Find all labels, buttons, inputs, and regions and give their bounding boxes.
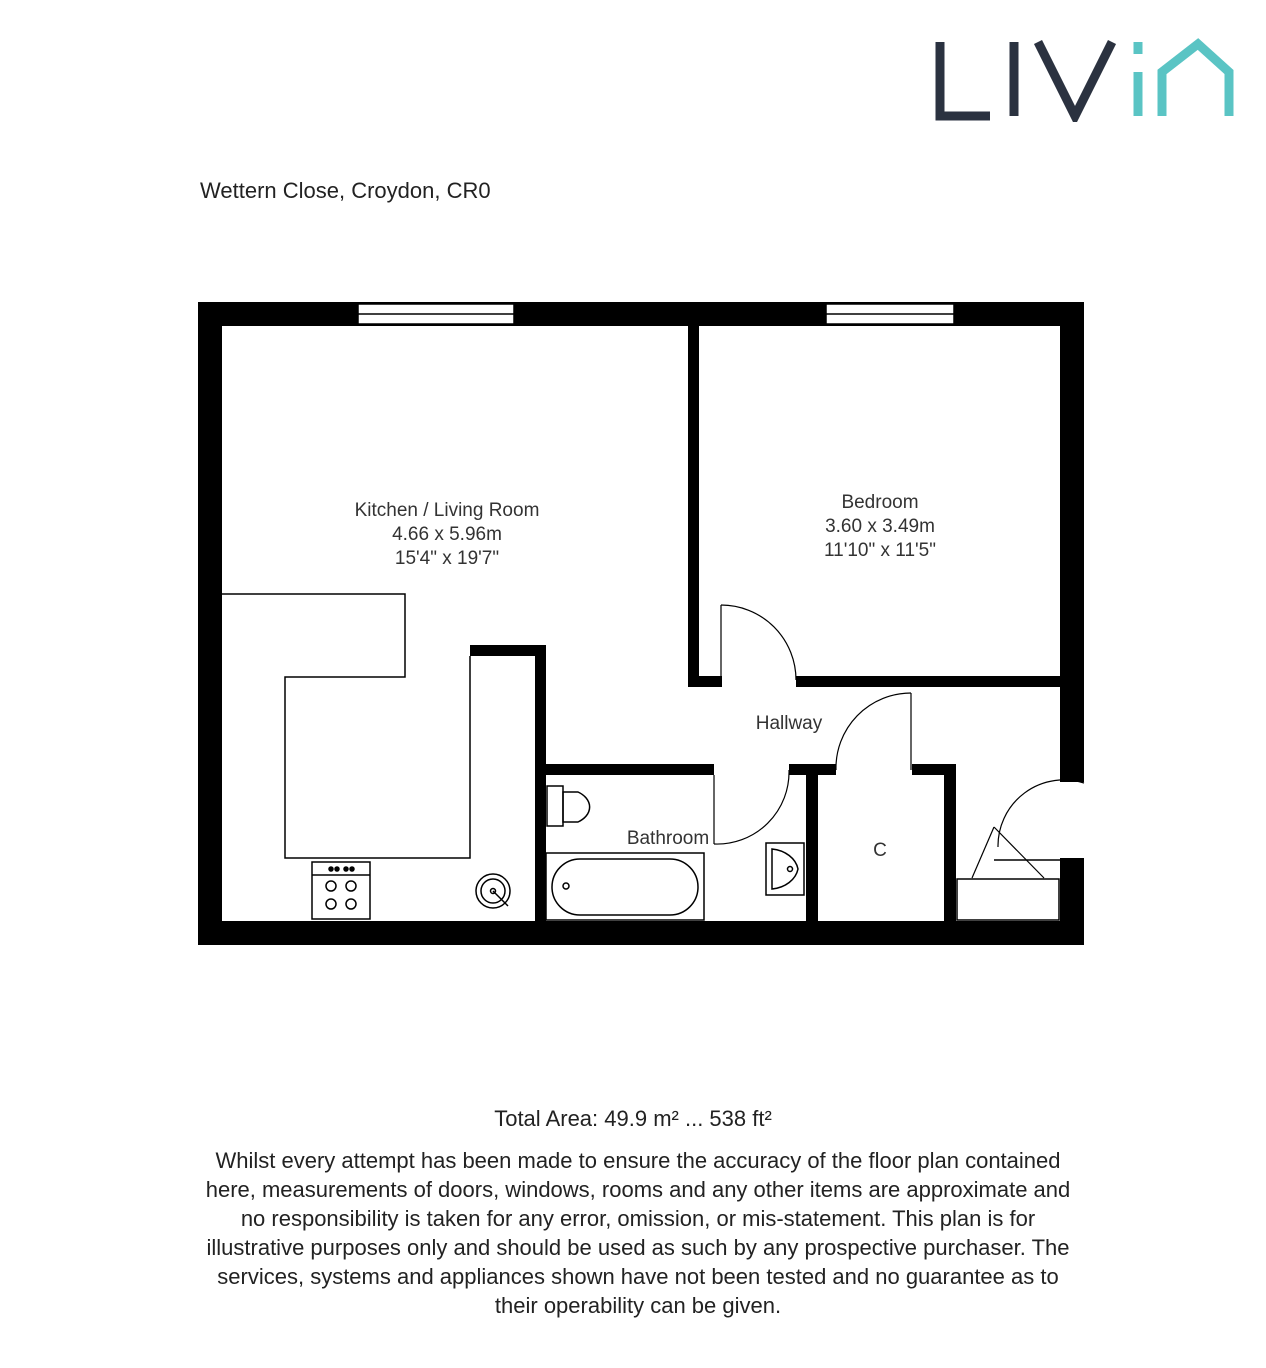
kitchen-imperial: 15'4" x 19'7": [394, 548, 500, 569]
bathroom-door: [714, 770, 789, 844]
bedroom-imperial: 11'10" x 11'5": [824, 540, 936, 561]
property-address: Wettern Close, Croydon, CR0: [200, 178, 491, 203]
bathroom-label: Bathroom: [626, 828, 710, 849]
bedroom-label: Bedroom: [841, 492, 919, 513]
basin-icon: [766, 843, 804, 895]
storage-unit: [957, 860, 1060, 920]
cupboard-door: [836, 693, 911, 770]
kitchen-counter: [222, 594, 470, 858]
toilet-icon: [547, 786, 590, 826]
internal-walls: [470, 326, 1060, 921]
boiler-icon: [476, 874, 510, 908]
disclaimer-text: Whilst every attempt has been made to ensure the accuracy of the floor plan contained here, measurements of doors, windows, rooms and any other items are approximate and no responsibility is taken for any error, omission, or mis-statement. This plan is for illustrative purposes only and should be used as such by any prospective purchaser. The services, systems and appliances shown have not been tested and no guarantee as to their operability can be given.: [205, 1148, 1071, 1318]
total-area: Total Area: 49.9 m² ... 538 ft²: [494, 1106, 772, 1131]
kitchen-metric: 4.66 x 5.96m: [392, 524, 502, 545]
kitchen-label: Kitchen / Living Room: [354, 500, 540, 521]
hob-icon: [312, 862, 370, 919]
bathtub-icon: [546, 853, 704, 920]
cupboard-label: C: [873, 840, 887, 861]
hallway-label: Hallway: [755, 713, 823, 734]
bedroom-door: [721, 605, 796, 686]
bedroom-metric: 3.60 x 3.49m: [825, 516, 935, 537]
